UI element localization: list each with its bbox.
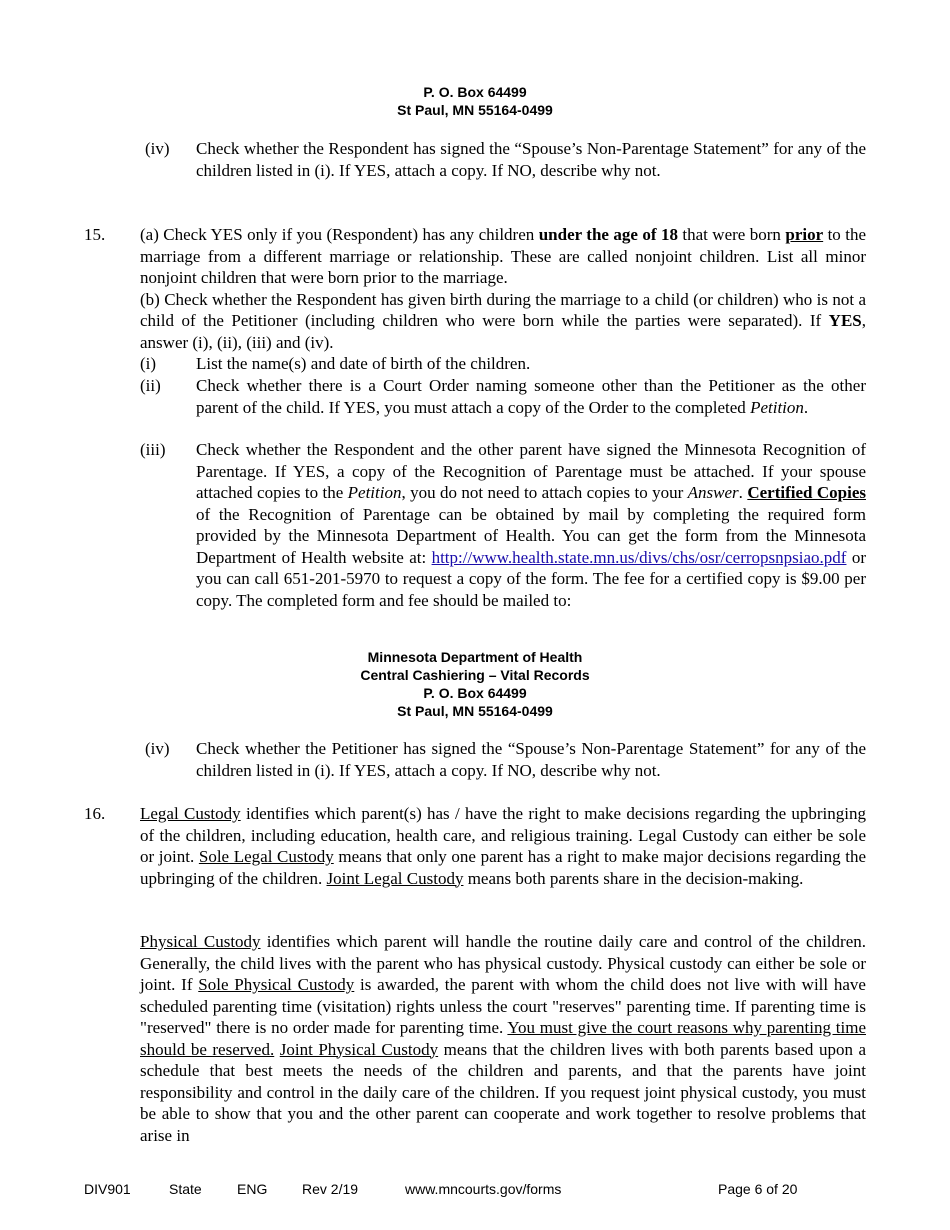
item15-part-a: (a) Check YES only if you (Respondent) has any children under the age of 18 that were born prior to the marriage from a different marriage or relationship. These are called nonjoint children. List all minor nonjoint children that were born prior to the marriage. (b) Check whether the Respondent has given birth during the marriage to a child (or children) who is not a child of the Petitioner (including children who were born while the parties were separated). If YES, answer (i), (ii), (iii) and (iv). [140,225,867,352]
item15-ii-text: Check whether there is a Court Order naming someone other than the Petitioner as the other parent of the child. If YES, you must attach a copy of the Order to the completed Petition. [196,376,866,417]
item15-iii-text: Check whether the Respondent and the other parent have signed the Minnesota Recognition of Parentage. If YES, a copy of the Recognition of Parentage must be attached. If your spouse attached copies to the Petition, you do not need to attach copies to your Answer. Certified Copies of the Recognition of Parentage can be obtained by mail by completing the required form provided by the Minnesota Department of Health. You can get the form from the Minnesota Department of Health website at: http://www.health.state.mn.us/divs/chs/osr/cerropsnpsiao.pdf or you can call 651-201-5970 to request a copy of the form. The fee for a certified copy is $9.00 per copy. The completed form and fee should be mailed to: [196,440,866,610]
item16-physical-custody: Physical Custody identifies which parent will handle the routine daily care and control of the children. Generally, the child lives with the parent who has physical custody. Physical custody can either be sole or joint. If Sole Physical Custody is awarded, the parent with whom the child does not live with will have scheduled parenting time (visitation) rights unless the court "reserves" parenting time. If parenting time is "reserved" there is no order made for parenting time. You must give the court reasons why parenting time should be reserved. Joint Physical Custody means that the children lives with both parents based upon a schedule that best meets the needs of the children and parents, and that the parents have joint responsibility and control in the daily care of the children. If you request joint physical custody, you must be able to show that you and the other parent can cooperate and work together to resolve problems that arise in [140,932,866,1145]
health-form-link[interactable]: http://www.health.state.mn.us/divs/chs/osr/cerropsnpsiao.pdf [431,547,847,567]
footer-page-number: Page 6 of 20 [718,1181,798,1197]
footer-state: State [169,1181,202,1197]
top-address [0,83,950,119]
health-dept-address: Minnesota Department of Health Central Cashiering – Vital Records P. O. Box 64499 St Paul, MN 55164-0499 [360,649,590,719]
item14-iv-label: (iv) [145,139,170,158]
item15-number: 15. [84,225,106,244]
item15-iv-label: (iv) [145,739,170,758]
item16-number: 16. [84,804,106,823]
footer-revision: Rev 2/19 [302,1181,359,1197]
item15-iii-label: (iii) [140,440,166,459]
item15-iv-text: Check whether the Petitioner has signed the “Spouse’s Non-Parentage Statement” for any of the children listed in (i). If YES, attach a copy. If NO, describe why not. [196,739,866,780]
certified-copies-text: Certified Copies [747,483,866,502]
top-address-line2: St Paul, MN 55164-0499 [397,102,553,118]
item15-i-label: (i) [140,354,157,373]
footer-language: ENG [237,1181,268,1197]
item14-iv-text: Check whether the Respondent has signed the “Spouse’s Non-Parentage Statement” for any of the children listed in (i). If YES, attach a copy. If NO, describe why not. [196,139,866,180]
item16-legal-custody: Legal Custody identifies which parent(s) has / have the right to make decisions regarding the upbringing of the children, including education, health care, and religious training. Legal Custody can either be sole or joint. Sole Legal Custody means that only one parent has a right to make major decisions regarding the upbringing of the children. Joint Legal Custody means both parents share in the decision-making. [140,804,866,888]
top-address-line1: P. O. Box 64499 [423,84,527,100]
item15-ii-label: (ii) [140,376,161,395]
item15-i-text: List the name(s) and date of birth of the children. [196,354,531,373]
footer-form-number: DIV901 [84,1181,131,1197]
footer-url: www.mncourts.gov/forms [405,1181,562,1197]
